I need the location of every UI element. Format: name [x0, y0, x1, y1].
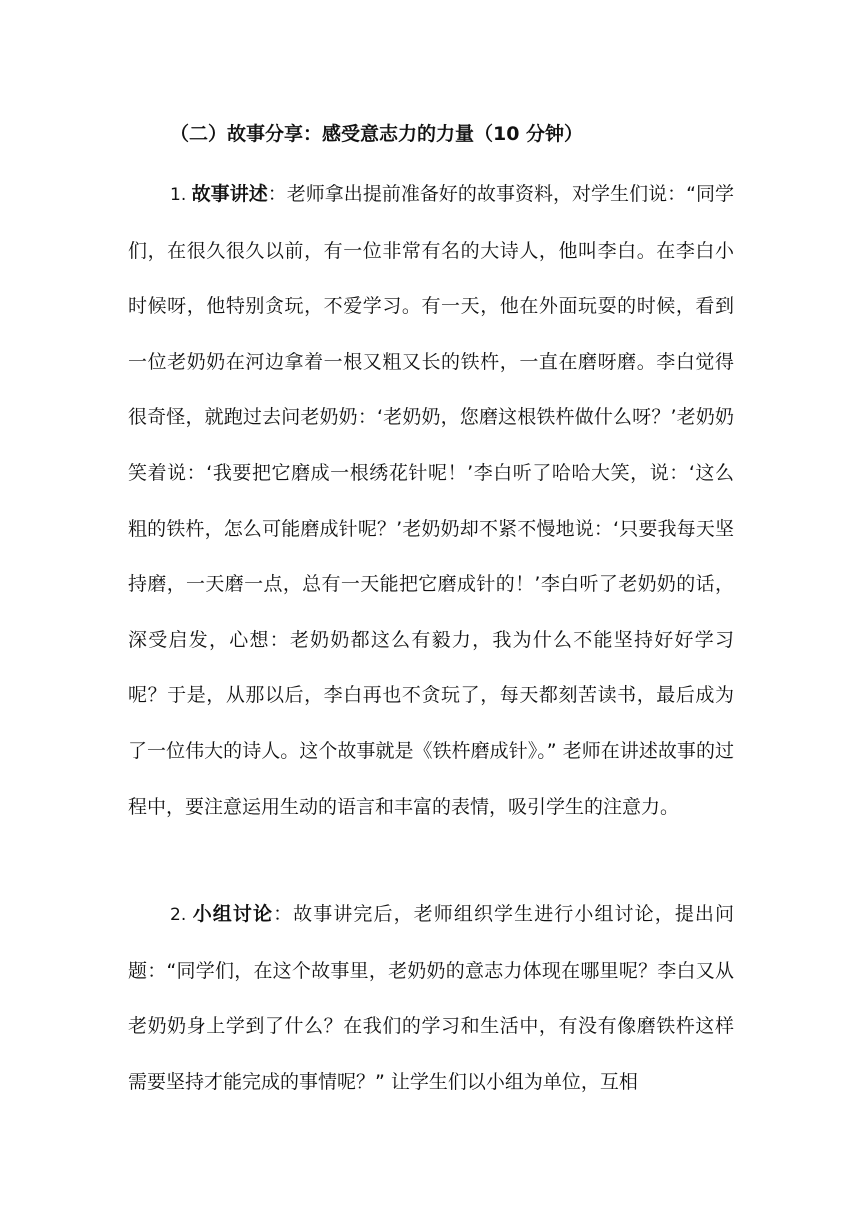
item-number: 1. — [170, 185, 192, 205]
paragraph-story-telling — [128, 167, 734, 835]
item-body: ：故事讲完后，老师组织学生进行小组讨论，提出问题：“同学们，在这个故事里，老奶奶的意志力体现在哪里呢？李白又从老奶奶身上学到了什么？在我们的学习和生活中，有没有像磨铁杵这样需要坚持才能完成的事情呢？” 让学生们以小组为单位，互相 — [128, 903, 734, 1093]
paragraph-group-discussion — [128, 887, 734, 1110]
item-title: 故事讲述 — [191, 183, 268, 205]
item-body: ：老师拿出提前准备好的故事资料，对学生们说：“同学们，在很久很久以前，有一位非常有名的大诗人，他叫李白。在李白小时候呀，他特别贪玩，不爱学习。有一天，他在外面玩耍的时候，看到一位老奶奶在河边拿着一根又粗又长的铁杵，一直在磨呀磨。李白觉得很奇怪，就跑过去问老奶奶：‘老奶奶，您磨这根铁杵做什么呀？’老奶奶笑着说：‘我要把它磨成一根绣花针呢！’李白听了哈哈大笑，说：‘这么粗的铁杵，怎么可能磨成针呢？’老奶奶却不紧不慢地说：‘只要我每天坚持磨，一天磨一点，总有一天能把它磨成针的！’李白听了老奶奶的话，深受启发，心想：老奶奶都这么有毅力，我为什么不能坚持好好学习呢？于是，从那以后，李白再也不贪玩了，每天都刻苦读书，最后成为了一位伟大的诗人。这个故事就是《铁杵磨成针》。” 老师在讲述故事的过程中，要注意运用生动的语言和丰富的表情，吸引学生的注意力。 — [128, 183, 734, 818]
item-number: 2. — [170, 905, 193, 925]
item-title: 小组讨论 — [192, 903, 274, 925]
section-heading: （二）故事分享：感受意志力的力量（10 分钟） — [170, 123, 584, 145]
